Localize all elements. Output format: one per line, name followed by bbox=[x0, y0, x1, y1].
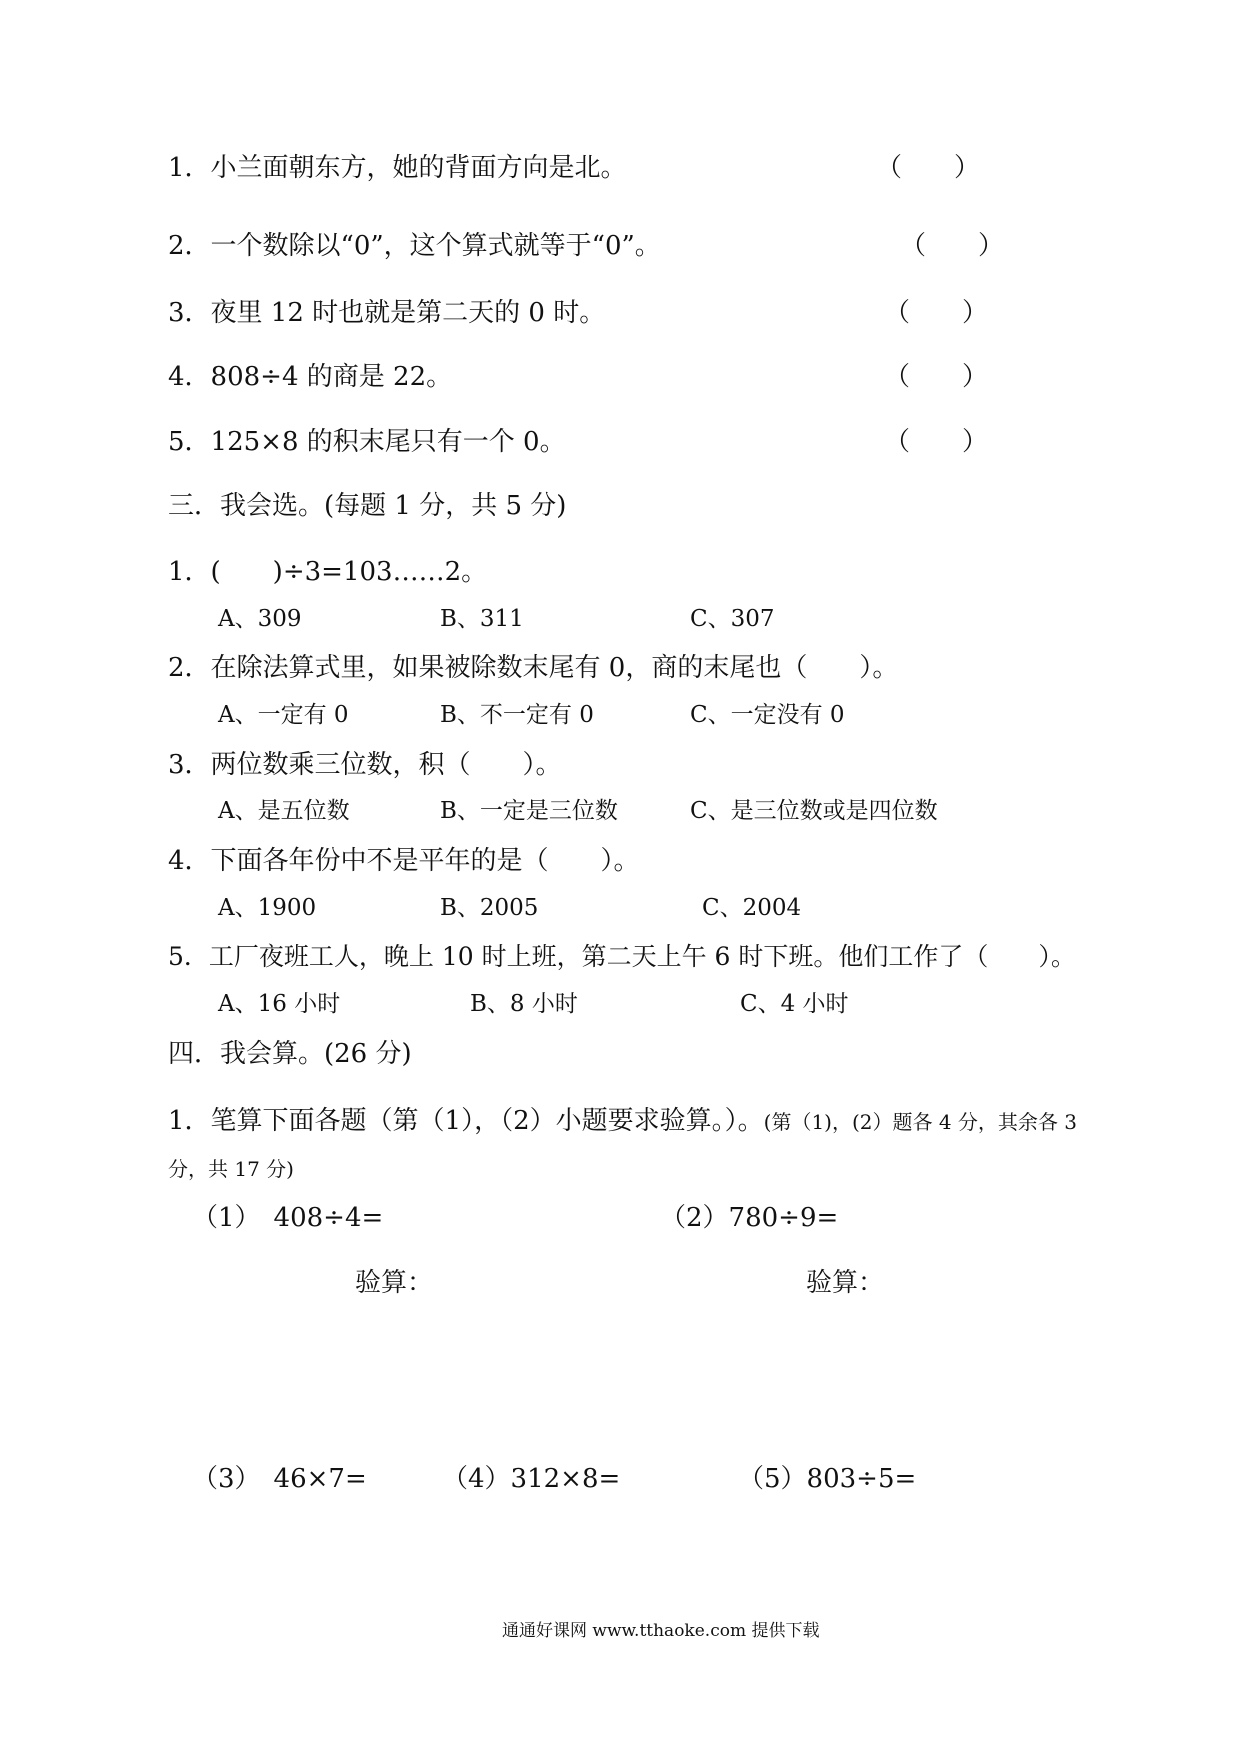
calc-question-1-note-cont: 分，共 17 分) bbox=[168, 1157, 294, 1181]
section-heading-choose: 三．我会选。(每题 1 分，共 5 分) bbox=[168, 491, 567, 521]
choose-question-4: 4．下面各年份中不是平年的是（ ）。 bbox=[168, 846, 640, 876]
choose-option-5a[interactable]: A、16 小时 bbox=[218, 991, 341, 1017]
judge-item-4: 4．808÷4 的商是 22。 bbox=[168, 362, 453, 392]
choose-option-2b[interactable]: B、不一定有 0 bbox=[440, 702, 594, 728]
choose-question-3: 3．两位数乘三位数，积（ ）。 bbox=[168, 750, 562, 780]
judge-item-3: 3．夜里 12 时也就是第二天的 0 时。 bbox=[168, 298, 606, 328]
calc-problem-2: （2）780÷9= bbox=[660, 1203, 839, 1233]
choose-option-1c[interactable]: C、307 bbox=[690, 606, 775, 632]
choose-option-5b[interactable]: B、8 小时 bbox=[470, 991, 578, 1017]
choose-option-3b[interactable]: B、一定是三位数 bbox=[440, 798, 618, 824]
section-heading-calc: 四．我会算。(26 分) bbox=[168, 1039, 412, 1069]
judge-answer-blank-1[interactable]: （ ） bbox=[876, 153, 981, 183]
judge-item-2: 2．一个数除以“0”，这个算式就等于“0”。 bbox=[168, 231, 661, 261]
calc-question-1-text: 1．笔算下面各题（第（1），（2）小题要求验算。）。 bbox=[168, 1106, 764, 1136]
calc-question-1 bbox=[168, 1104, 1077, 1139]
choose-question-2: 2．在除法算式里，如果被除数末尾有 0，商的末尾也（ ）。 bbox=[168, 653, 899, 683]
judge-answer-blank-2[interactable]: （ ） bbox=[900, 231, 1005, 261]
calc-problem-5: （5）803÷5= bbox=[738, 1464, 917, 1494]
choose-question-5: 5．工厂夜班工人，晚上 10 时上班，第二天上午 6 时下班。他们工作了（ ）。 bbox=[168, 942, 1076, 971]
judge-answer-blank-3[interactable]: （ ） bbox=[884, 298, 989, 328]
choose-question-1: 1．( )÷3=103……2。 bbox=[168, 557, 488, 587]
footer-credit: 通通好课网 www.tthaoke.com 提供下载 bbox=[502, 1621, 820, 1641]
choose-option-2a[interactable]: A、一定有 0 bbox=[218, 702, 349, 728]
choose-option-5c[interactable]: C、4 小时 bbox=[740, 991, 849, 1017]
choose-option-3a[interactable]: A、是五位数 bbox=[218, 798, 350, 824]
choose-option-1b[interactable]: B、311 bbox=[440, 606, 524, 632]
check-label-2: 验算： bbox=[806, 1268, 885, 1298]
judge-answer-blank-5[interactable]: （ ） bbox=[884, 427, 989, 457]
choose-option-3c[interactable]: C、是三位数或是四位数 bbox=[690, 798, 938, 824]
choose-option-4b[interactable]: B、2005 bbox=[440, 895, 539, 921]
choose-option-4c[interactable]: C、2004 bbox=[702, 895, 802, 921]
calc-problem-3: （3） 46×7= bbox=[192, 1464, 367, 1494]
judge-item-5: 5．125×8 的积末尾只有一个 0。 bbox=[168, 427, 566, 457]
choose-option-2c[interactable]: C、一定没有 0 bbox=[690, 702, 845, 728]
calc-problem-1: （1） 408÷4= bbox=[192, 1203, 384, 1233]
choose-option-4a[interactable]: A、1900 bbox=[218, 895, 317, 921]
choose-option-1a[interactable]: A、309 bbox=[218, 606, 302, 632]
calc-problem-4: （4）312×8= bbox=[442, 1464, 621, 1494]
calc-question-1-note: (第（1)，(2）题各 4 分，其余各 3 bbox=[763, 1110, 1078, 1134]
judge-item-1: 1．小兰面朝东方，她的背面方向是北。 bbox=[168, 153, 627, 183]
check-label-1: 验算： bbox=[355, 1268, 434, 1298]
judge-answer-blank-4[interactable]: （ ） bbox=[884, 362, 989, 392]
